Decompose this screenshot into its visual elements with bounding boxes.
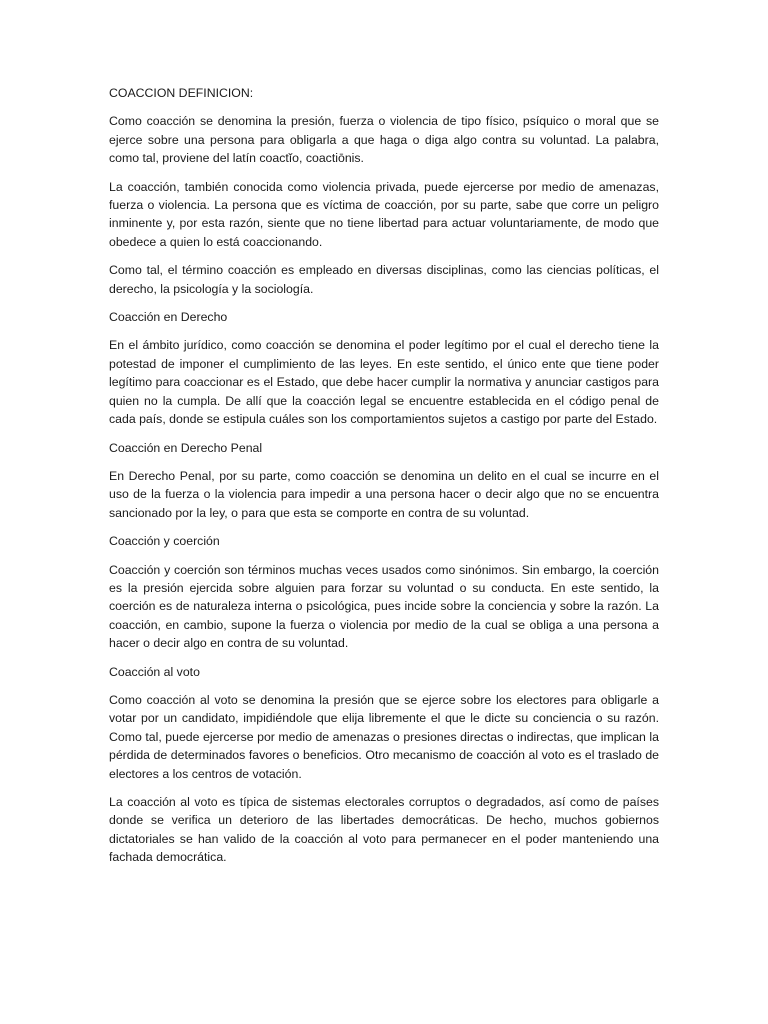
section-coaccion-voto-paragraph-1: Como coacción al voto se denomina la presión que se ejerce sobre los electores para obligarle a votar por un candidato, impidiéndole que elija libremente el que le dicte su conciencia o su razón. Como tal, puede ejercerse por medio de amenazas o presiones directas o indirectas, que implican la pérdida de determinados favores o beneficios. Otro mecanismo de coacción al voto es el traslado de electores a los centros de votación. <box>109 692 659 781</box>
intro-paragraph-1: Como coacción se denomina la presión, fuerza o violencia de tipo físico, psíquico o moral que se ejerce sobre una persona para obligarla a que haga o diga algo contra su voluntad. La palabra, como tal, proviene del latín coactĭo, coactiōnis. <box>109 114 659 166</box>
section-coaccion-coercion-paragraph-1: Coacción y coerción son términos muchas veces usados como sinónimos. Sin embargo, la coerción es la presión ejercida sobre alguien para forzar su voluntad o su conducta. En este sentido, la coerción es de naturaleza interna o psicológica, pues incide sobre la conciencia y sobre la razón. La coacción, en cambio, supone la fuerza o violencia por medio de la cual se obliga a una persona a hacer o decir algo en contra de su voluntad. <box>109 562 659 651</box>
section-heading-derecho-penal: Coacción en Derecho Penal <box>109 440 263 455</box>
section-heading-coaccion-voto: Coacción al voto <box>109 664 200 679</box>
section-derecho-paragraph-1: En el ámbito jurídico, como coacción se denomina el poder legítimo por el cual el derecho tiene la potestad de imponer el cumplimiento de las leyes. En este sentido, el único ente que tiene poder legítimo para coaccionar es el Estado, que debe hacer cumplir la normativa y anunciar castigos para quien no la cumpla. De allí que la coacción legal se encuentre establecida en el código penal de cada país, donde se estipula cuáles son los comportamientos sujetos a castigo por parte del Estado. <box>109 338 659 427</box>
section-heading-derecho: Coacción en Derecho <box>109 310 228 325</box>
section-derecho-penal-paragraph-1: En Derecho Penal, por su parte, como coacción se denomina un delito en el cual se incurre en el uso de la fuerza o la violencia para impedir a una persona hacer o decir algo que no se encuentra sancionado por la ley, o para que esta se comporte en contra de su voluntad. <box>109 468 659 520</box>
section-coaccion-voto-paragraph-2: La coacción al voto es típica de sistemas electorales corruptos o degradados, así como de países donde se verifica un deterioro de las libertades democráticas. De hecho, muchos gobiernos dictatoriales se han valido de la coacción al voto para permanecer en el poder manteniendo una fachada democrática. <box>109 795 659 865</box>
document-page <box>109 84 659 877</box>
section-heading-coaccion-coercion: Coacción y coerción <box>109 534 220 549</box>
document-title: COACCION DEFINICION: <box>109 86 254 100</box>
intro-paragraph-3: Como tal, el término coacción es empleado en diversas disciplinas, como las ciencias políticas, el derecho, la psicología y la sociología. <box>109 263 659 296</box>
intro-paragraph-2: La coacción, también conocida como violencia privada, puede ejercerse por medio de amenazas, fuerza o violencia. La persona que es víctima de coacción, por su parte, sabe que corre un peligro inminente y, por esta razón, siente que no tiene libertad para actuar voluntariamente, de modo que obedece a quien lo está coaccionando. <box>109 179 659 249</box>
